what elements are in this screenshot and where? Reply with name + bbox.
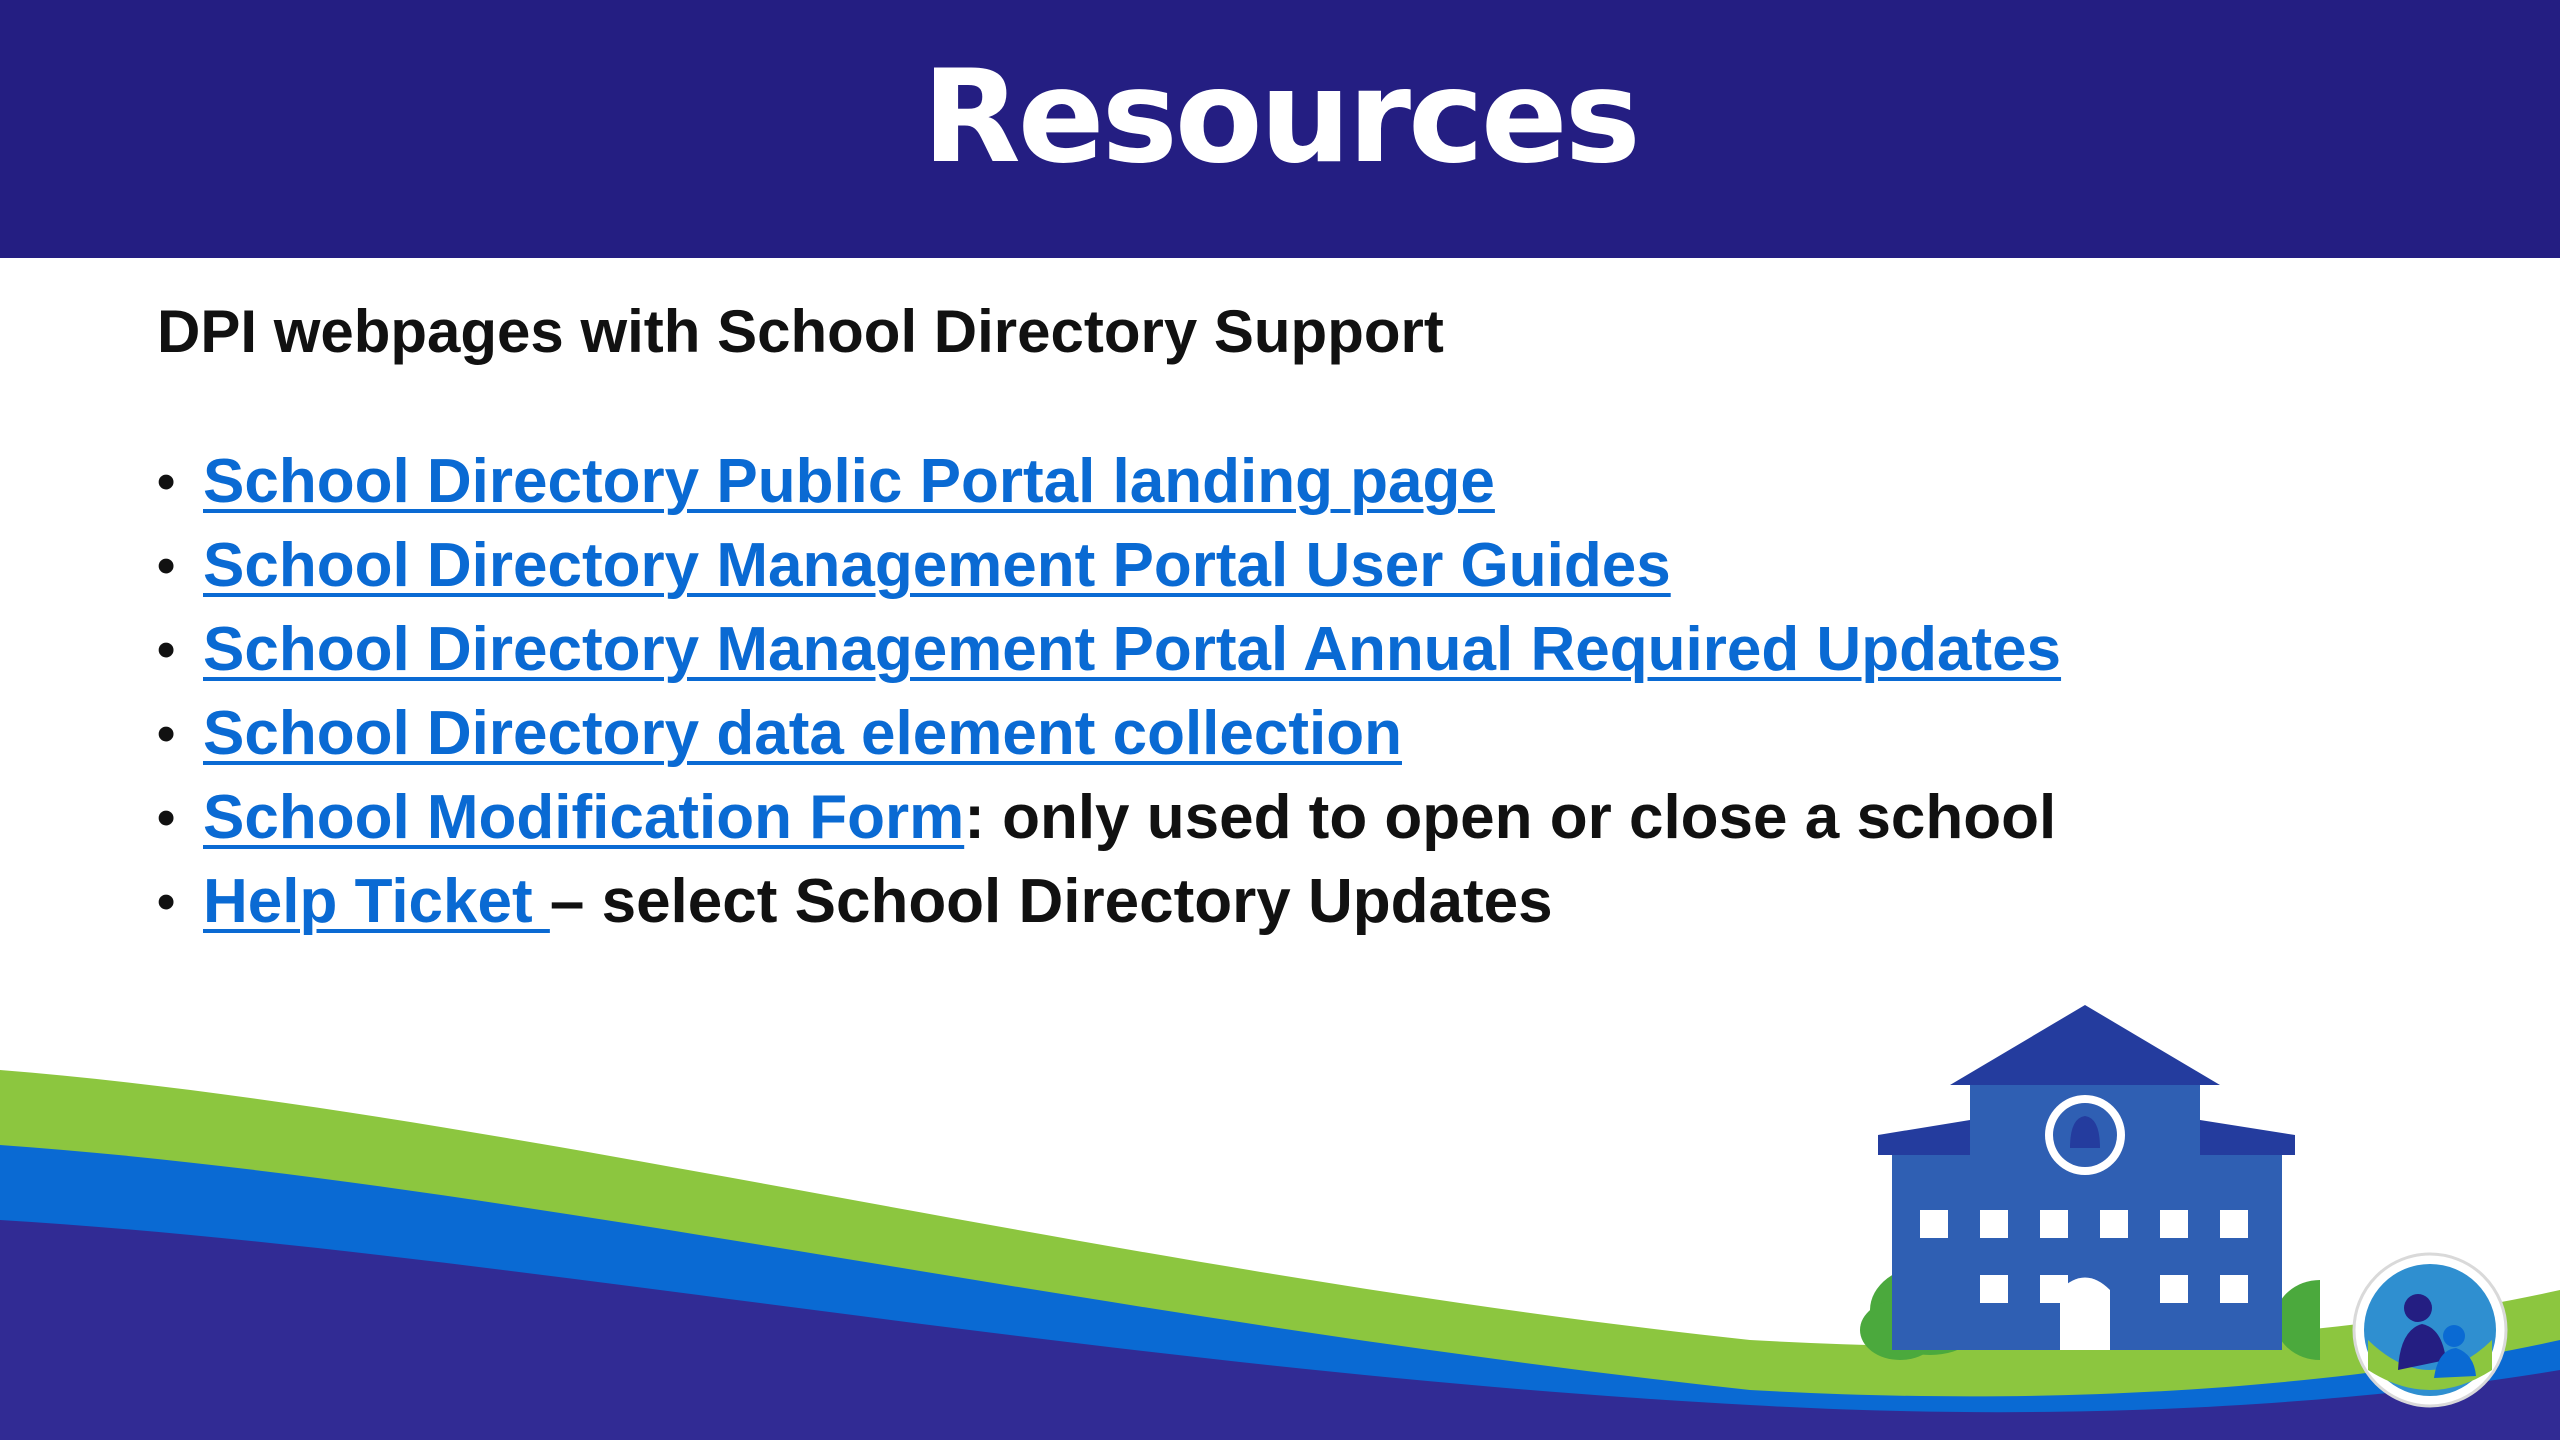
bullet: • [157, 537, 176, 595]
item-suffix: : only used to open or close a school [964, 783, 2057, 852]
bullet: • [157, 705, 176, 763]
list-item [157, 608, 2061, 692]
resource-list [157, 440, 2061, 944]
user-guides-link[interactable]: School Directory Management Portal User Guides [203, 531, 1671, 600]
item-suffix: – select School Directory Updates [549, 867, 1553, 936]
school-modification-form-link[interactable]: School Modification Form [203, 783, 965, 852]
bullet: • [157, 873, 176, 931]
list-item [157, 692, 2061, 776]
public-portal-link[interactable]: School Directory Public Portal landing page [203, 447, 1495, 516]
slide-title: Resources [922, 42, 1638, 192]
list-item [157, 440, 2061, 524]
bullet: • [157, 789, 176, 847]
bullet: • [157, 453, 176, 511]
bullet: • [157, 621, 176, 679]
list-item [157, 860, 2061, 944]
slide-subtitle: DPI webpages with School Directory Support [157, 298, 1444, 365]
data-element-collection-link[interactable]: School Directory data element collection [203, 699, 1402, 768]
annual-updates-link[interactable]: School Directory Management Portal Annual Required Updates [203, 615, 2062, 684]
department-seal-icon [2350, 1250, 2510, 1410]
slide-content [157, 290, 2407, 936]
help-ticket-link[interactable]: Help Ticket [203, 867, 550, 936]
list-item [157, 524, 2061, 608]
slide-header [0, 0, 2560, 258]
list-item [157, 776, 2061, 860]
school-building-icon [1850, 1000, 2320, 1370]
